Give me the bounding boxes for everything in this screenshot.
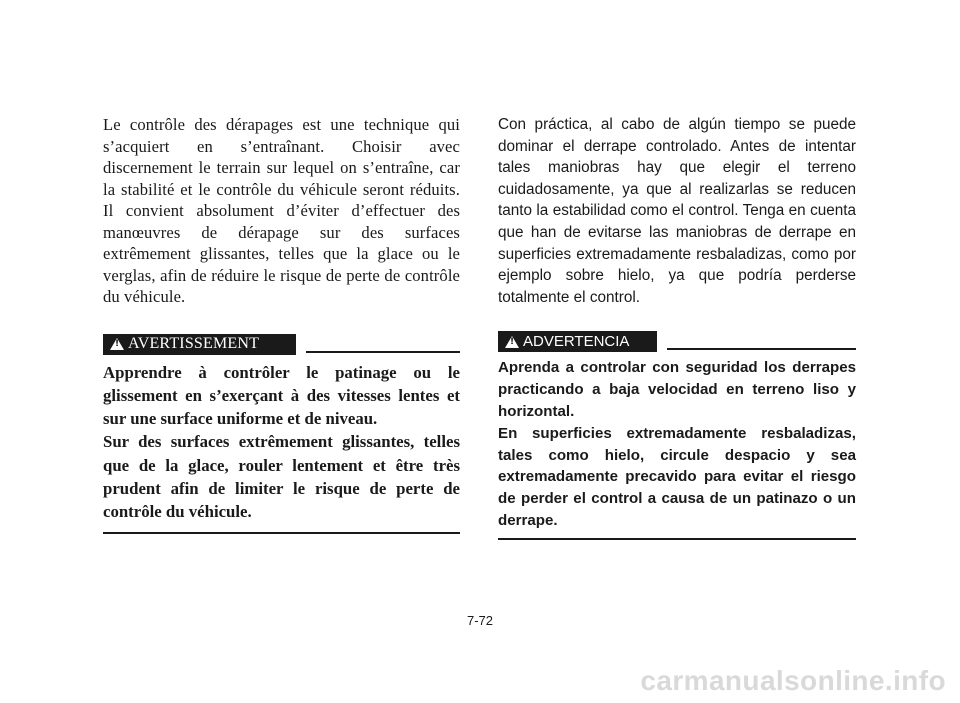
- spanish-warning-header: [498, 331, 856, 352]
- spanish-warning-end-rule: [498, 538, 856, 540]
- french-column: [103, 114, 460, 534]
- page-number: 7-72: [466, 613, 494, 628]
- french-warning-end-rule: [103, 532, 460, 534]
- spanish-column: [498, 114, 856, 540]
- french-warning-badge: [103, 334, 296, 355]
- french-warning-body: [103, 361, 460, 524]
- spanish-warning-badge: [498, 331, 657, 352]
- french-warning-rule: [306, 351, 460, 353]
- spanish-warning-label: ADVERTENCIA: [523, 333, 630, 351]
- spanish-paragraph: Con práctica, al cabo de algún tiempo se puede dominar el derrape controlado. Antes de intentar tales maniobras hay que elegir el terreno cuidadosamente, ya que al realizarlas se reducen tanto la estabilidad como el control. Tenga en cuenta que han de evitarse las maniobras de derrape en superficies extremadamente resbaladizas, como por ejemplo sobre hielo, ya que podría perderse totalmente el control.: [498, 116, 856, 306]
- french-warning-header: [103, 334, 460, 355]
- spanish-warning-text-1: Aprenda a controlar con seguridad los derrapes practicando a baja velocidad en terreno liso y horizontal.: [498, 359, 856, 420]
- warning-triangle-icon: [110, 338, 124, 350]
- spanish-warning-body: [498, 357, 856, 531]
- spanish-warning-rule: [667, 348, 856, 350]
- warning-triangle-icon: [505, 336, 519, 348]
- french-warning-text-2: Sur des surfaces extrêmement glissantes, telles que de la glace, rouler lentement et être très prudent afin de limiter le risque de perte de contrôle du véhicule.: [103, 432, 460, 522]
- spanish-warning-text-2: En superficies extremadamente resbaladizas, tales como hielo, circule despacio y sea extremadamente precavido para evitar el riesgo de perder el control a causa de un patinazo o un derrape.: [498, 424, 856, 529]
- french-warning-label: AVERTISSEMENT: [128, 335, 260, 352]
- watermark: carmanualsonline.info: [640, 665, 946, 696]
- french-warning-text-1: Apprendre à contrôler le patinage ou le glissement en s’exerçant à des vitesses lentes et sur une surface uniforme et de niveau.: [103, 362, 460, 429]
- french-paragraph: Le contrôle des dérapages est une technique qui s’acquiert en s’entraînant. Choisir avec discernement le terrain sur lequel on s’entraîne, car la stabilité et le contrôle du véhicule seront réduits. Il convient absolument d’éviter d’effectuer des manœuvres de dérapage sur des surfaces extrêmement glissantes, telles que la glace ou le verglas, afin de réduire le risque de perte de contrôle du véhicule.: [103, 115, 460, 306]
